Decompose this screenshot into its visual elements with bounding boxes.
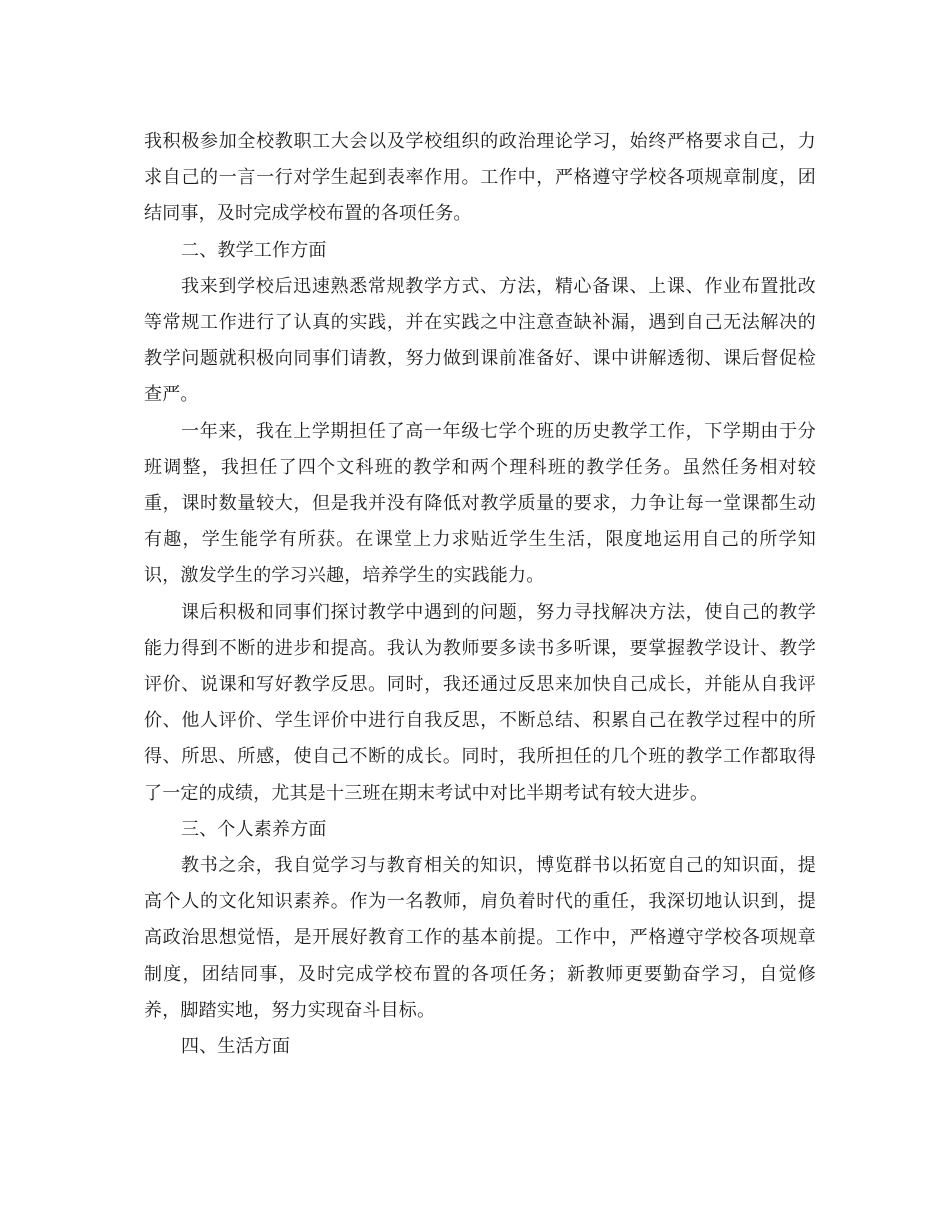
section-heading-personal: 三、个人素养方面	[181, 818, 327, 840]
section-heading-life: 四、生活方面	[181, 1036, 291, 1058]
document-body	[144, 124, 816, 1065]
section-heading-teaching: 二、教学工作方面	[181, 239, 327, 261]
paragraph-discipline: 我积极参加全校教职工大会以及学校组织的政治理论学习，始终严格要求自己，力求自己的一言一行对学生起到表率作用。工作中，严格遵守学校各项规章制度，团结同事，及时完成学校布置的各项任务。	[144, 131, 816, 225]
paragraph-teaching-routine: 我来到学校后迅速熟悉常规教学方式、方法，精心备课、上课、作业布置批改等常规工作进行了认真的实践，并在实践之中注意查缺补漏，遇到自己无法解决的教学问题就积极向同事们请教，努力做到课前准备好、课中讲解透彻、课后督促检查严。	[144, 275, 816, 406]
paragraph-teaching-reflection: 课后积极和同事们探讨教学中遇到的问题，努力寻找解决方法，使自己的教学能力得到不断的进步和提高。我认为教师要多读书多听课，要掌握教学设计、教学评价、说课和写好教学反思。同时，我还通过反思来加快自己成长，并能从自我评价、他人评价、学生评价中进行自我反思，不断总结、积累自己在教学过程中的所得、所思、所感，使自己不断的成长。同时，我所担任的几个班的教学工作都取得了一定的成绩，尤其是十三班在期末考试中对比半期考试有较大进步。	[144, 601, 816, 804]
paragraph-personal-quality: 教书之余，我自觉学习与教育相关的知识，博览群书以拓宽自己的知识面，提高个人的文化知识素养。作为一名教师，肩负着时代的重任，我深切地认识到，提高政治思想觉悟，是开展好教育工作的基本前提。工作中，严格遵守学校各项规章制度，团结同事，及时完成学校布置的各项任务；新教师更要勤奋学习，自觉修养，脚踏实地，努力实现奋斗目标。	[144, 855, 816, 1021]
paragraph-teaching-year: 一年来，我在上学期担任了高一年级七学个班的历史教学工作，下学期由于分班调整，我担任了四个文科班的教学和两个理科班的教学任务。虽然任务相对较重，课时数量较大，但是我并没有降低对教学质量的要求，力争让每一堂课都生动有趣，学生能学有所获。在课堂上力求贴近学生生活，限度地运用自己的所学知识，激发学生的学习兴趣，培养学生的实践能力。	[144, 420, 816, 587]
